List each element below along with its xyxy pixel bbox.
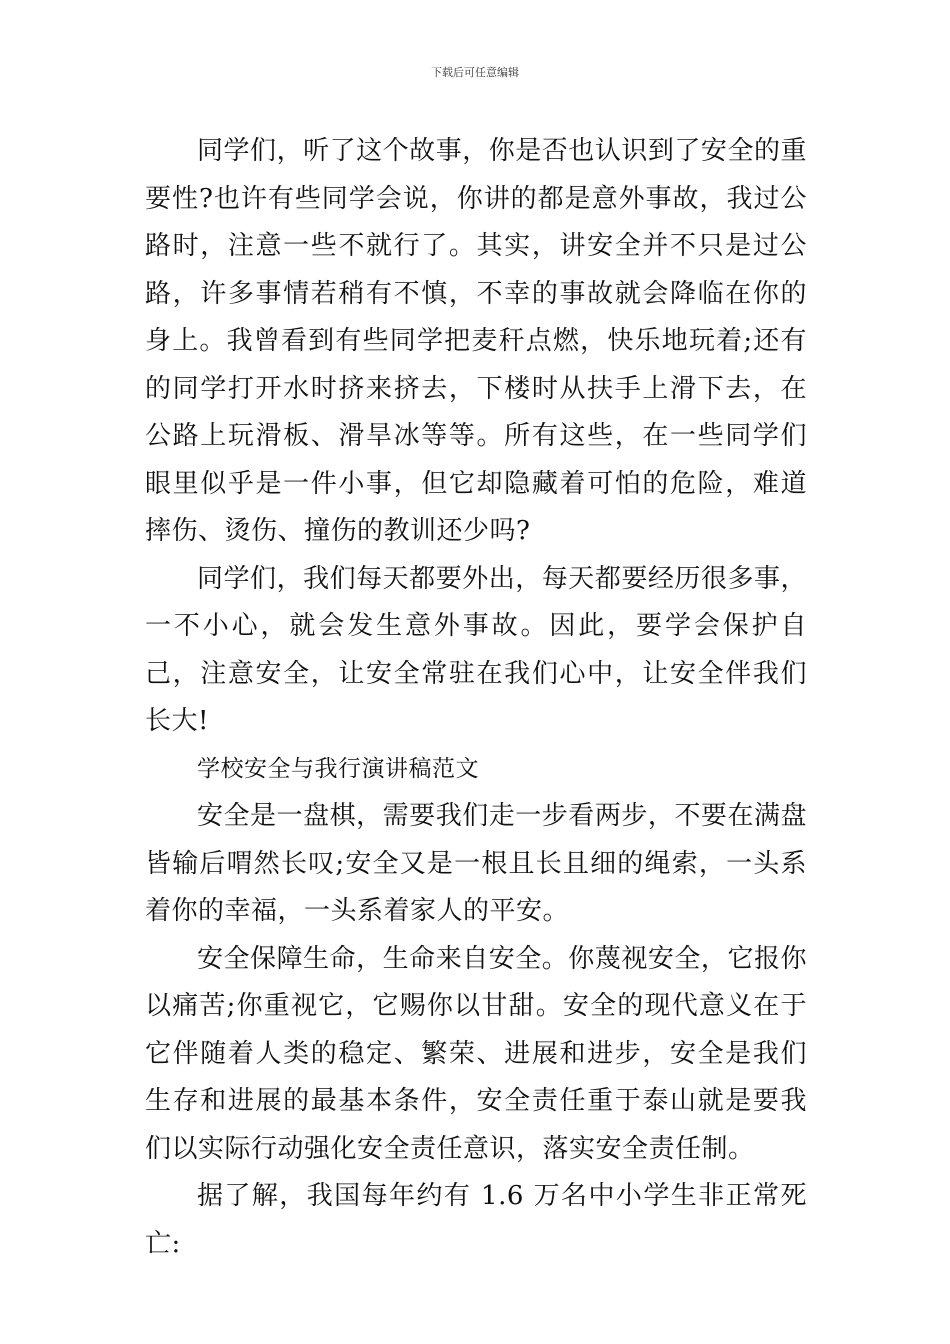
paragraph-safety-chess: 安全是一盘棋，需要我们走一步看两步，不要在满盘皆输后喟然长叹;安全又是一根且长且细的绳索，一头系着你的幸福，一头系着家人的平安。 xyxy=(145,801,807,926)
paragraph-statistics: 据了解，我国每年约有 1.6 万名中小学生非正常死亡: xyxy=(145,1181,807,1259)
page-header-note: 下载后可任意编辑 xyxy=(431,66,519,79)
paragraph-safety-life: 安全保障生命，生命来自安全。你蔑视安全，它报你以痛苦;你重视它，它赐你以甘甜。安全的现代意义在于它伴随着人类的稳定、繁荣、进展和进步，安全是我们生存和进展的最基本条件，安全责任重于泰山就是要我们以实际行动强化安全责任意识，落实安全责任制。 xyxy=(145,943,807,1164)
section-title: 学校安全与我行演讲稿范文 xyxy=(197,755,479,782)
paragraph-safety-story: 同学们，听了这个故事，你是否也认识到了安全的重要性?也许有些同学会说，你讲的都是意外事故，我过公路时，注意一些不就行了。其实，讲安全并不只是过公路，许多事情若稍有不慎，不幸的事故就会降临在你的身上。我曾看到有些同学把麦秆点燃，快乐地玩着;还有的同学打开水时挤来挤去，下楼时从扶手上滑下去，在公路上玩滑板、滑旱冰等等。所有这些，在一些同学们眼里似乎是一件小事，但它却隐藏着可怕的危险，难道摔伤、烫伤、撞伤的教训还少吗? xyxy=(145,136,807,546)
document-body xyxy=(145,128,807,1268)
paragraph-protect-yourself: 同学们，我们每天都要外出，每天都要经历很多事，一不小心，就会发生意外事故。因此，要学会保护自己，注意安全，让安全常驻在我们心中，让安全伴我们长大! xyxy=(145,563,807,736)
